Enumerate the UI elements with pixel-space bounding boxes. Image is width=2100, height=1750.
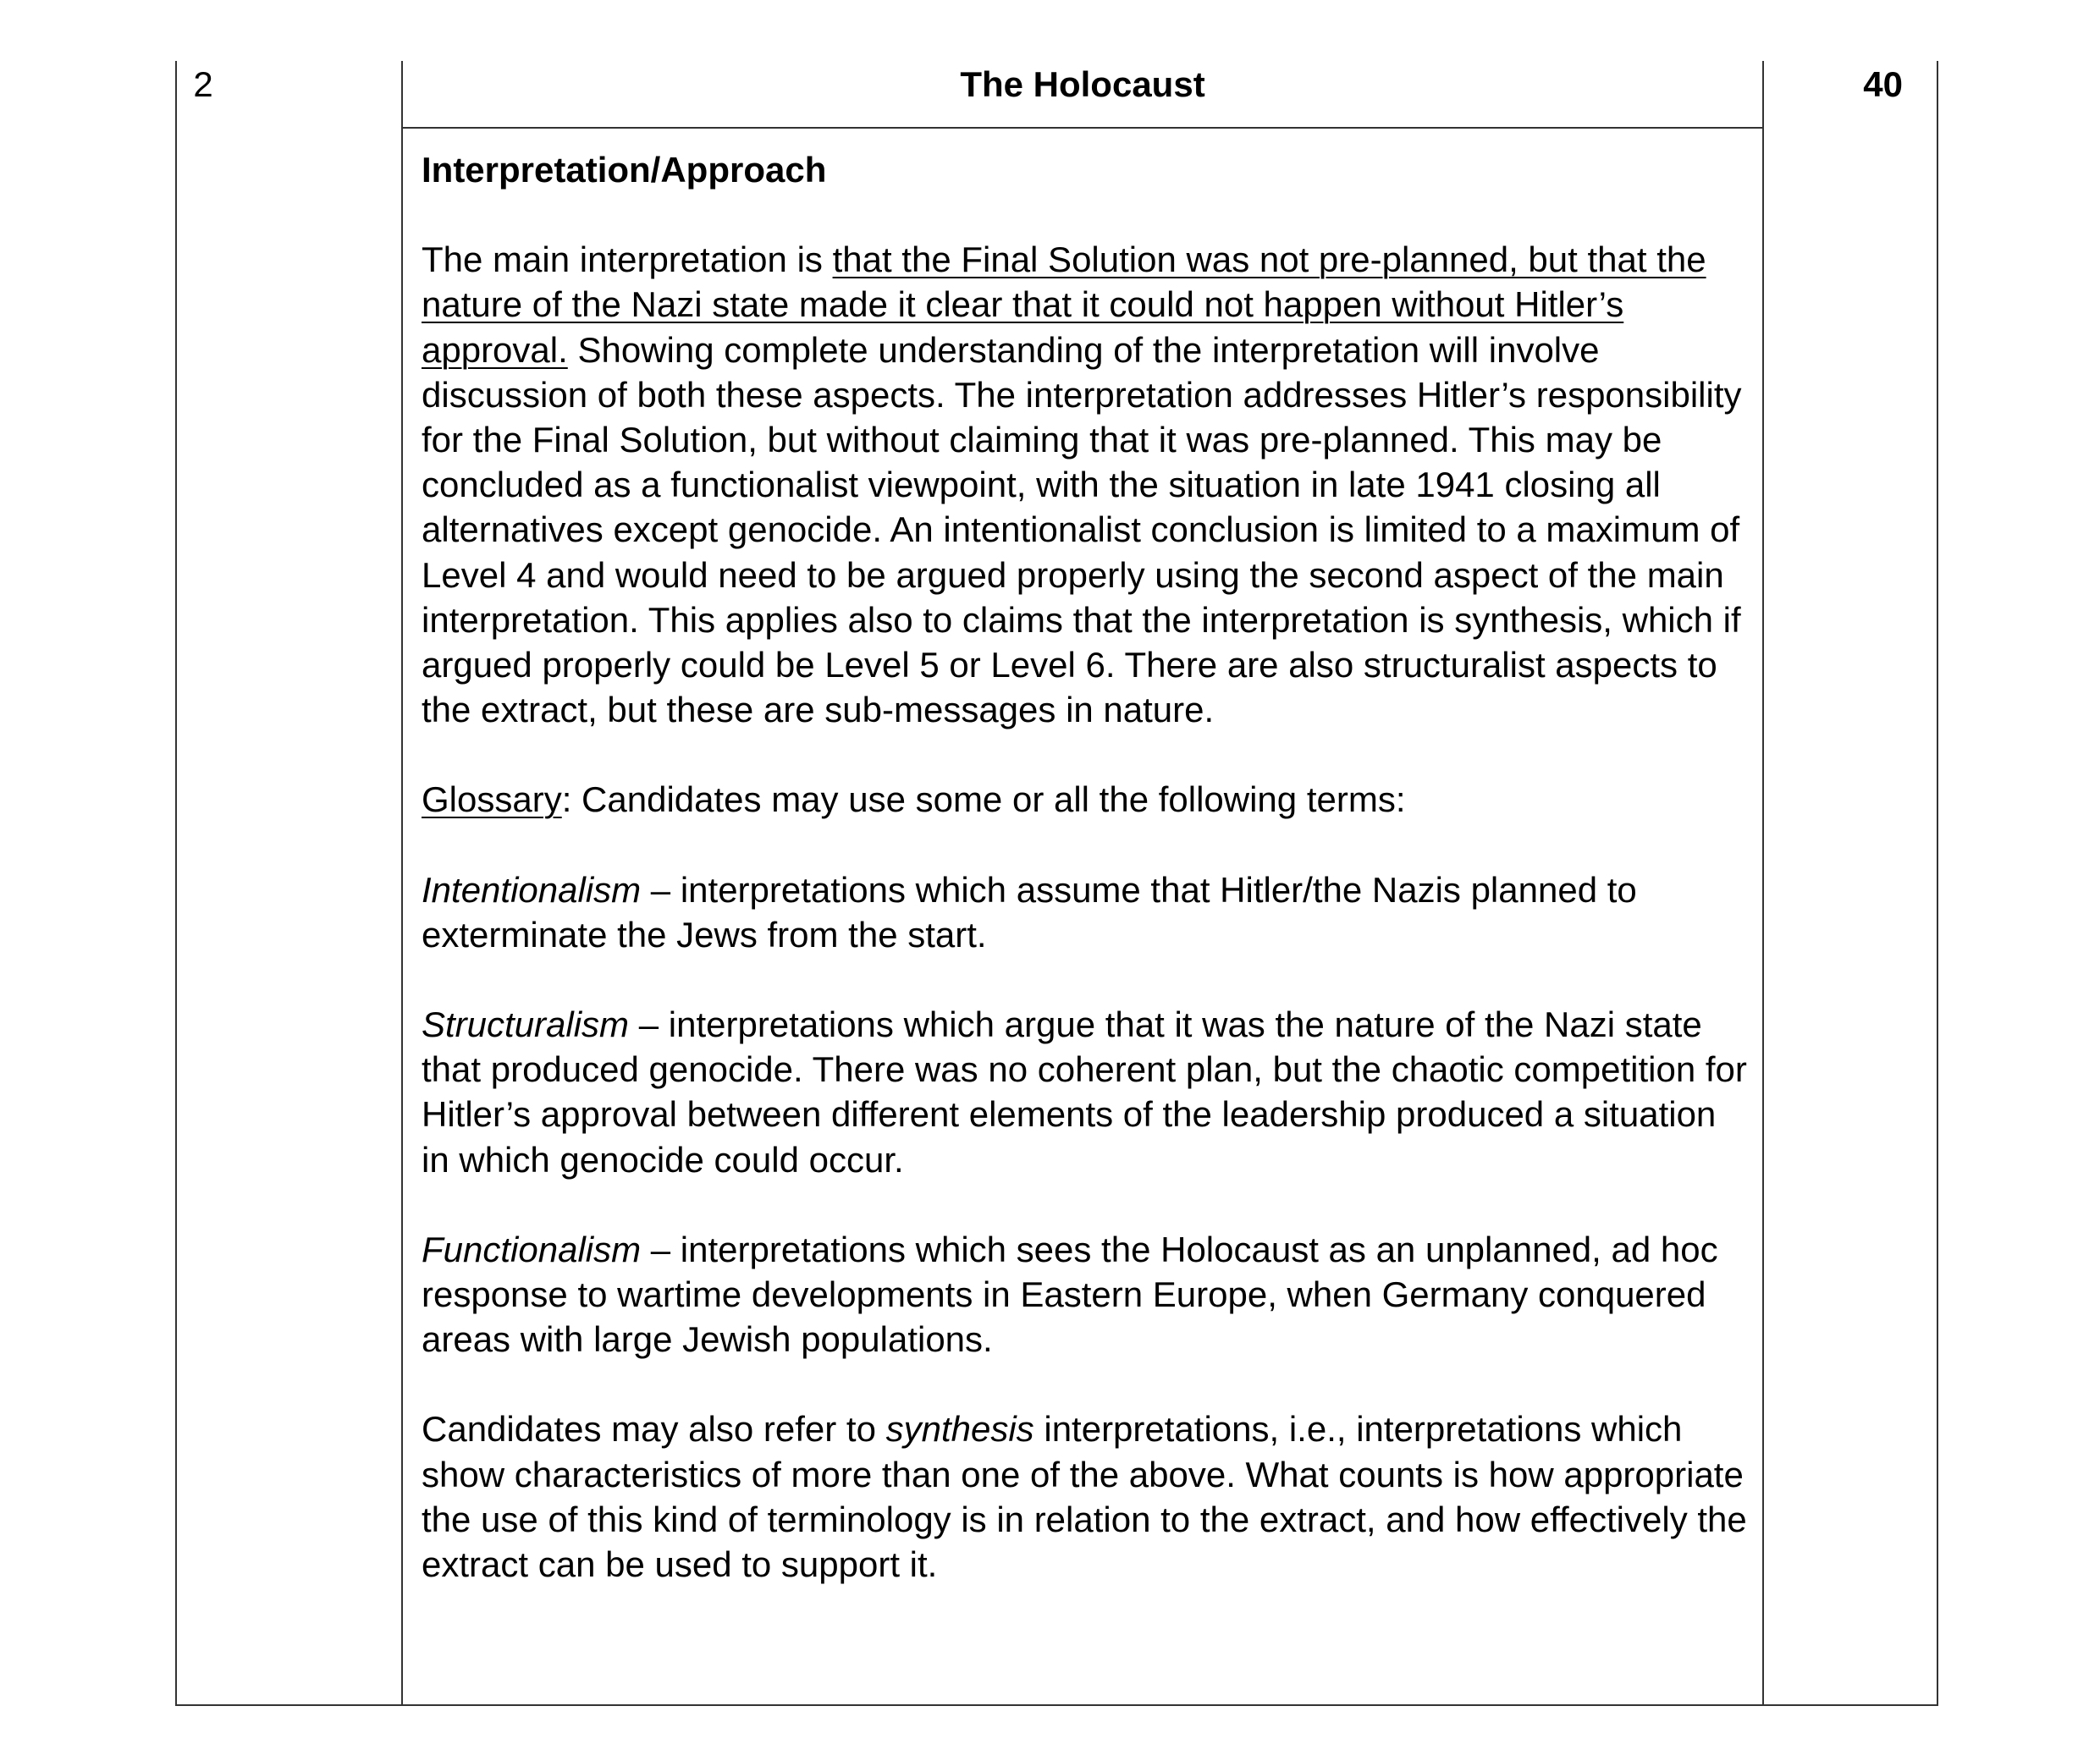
term-name: Structuralism [422, 1004, 630, 1045]
question-title: The Holocaust [960, 64, 1205, 104]
interpretation-rest: Showing complete understanding of the interpretation will involve discussion of both these aspects. The interpretation addresses Hitler’s responsibility for the Final Solution, but without claiming that it was pre-planned. This may be concluded as a functionalist viewpoint, with the situation in late 1941 closing all alternatives except genocide. An intentionalist conclusion is limited to a maximum of Level 4 and would need to be argued properly using the second aspect of the main interpretation. This applies also to claims that the interpretation is synthesis, which if argued properly could be Level 5 or Level 6. There are also structuralist aspects to the extract, but these are sub-messages in nature. [422, 329, 1742, 730]
term-structuralism [422, 1002, 1750, 1182]
table-divider-question [401, 61, 403, 1706]
synthesis-paragraph [422, 1406, 1750, 1587]
term-intentionalism [422, 867, 1750, 957]
synthesis-before: Candidates may also refer to [422, 1409, 886, 1450]
glossary-text: : Candidates may use some or all the following terms: [561, 779, 1406, 820]
interpretation-paragraph [422, 237, 1750, 732]
term-definition: – interpretations which argue that it was the nature of the Nazi state that produced genocide. There was no coherent plan, but the chaotic competition for Hitler’s approval between different elements of the leadership produced a situation in which genocide could occur. [422, 1004, 1747, 1180]
glossary-label: Glossary [422, 779, 562, 820]
title-underline [401, 127, 1764, 129]
synthesis-term: synthesis [885, 1409, 1034, 1450]
marks-value: 40 [1863, 64, 1903, 104]
section-heading: Interpretation/Approach [422, 150, 827, 190]
mark-scheme-content [422, 147, 1750, 1587]
term-name: Intentionalism [422, 869, 642, 910]
table-border-left [175, 61, 177, 1706]
term-definition: – interpretations which sees the Holocaust as an unplanned, ad hoc response to wartime developments in Eastern Europe, when Germany conquered areas with large Jewish populations. [422, 1229, 1718, 1360]
question-number: 2 [193, 64, 213, 104]
glossary-paragraph [422, 777, 1750, 822]
term-definition: – interpretations which assume that Hitler/the Nazis planned to exterminate the Jews from the start. [422, 869, 1637, 955]
table-border-bottom [175, 1704, 1938, 1706]
term-name: Functionalism [422, 1229, 642, 1269]
term-functionalism [422, 1227, 1750, 1362]
table-border-right [1937, 61, 1938, 1706]
table-divider-marks [1762, 61, 1764, 1706]
synthesis-after: interpretations, i.e., interpretations which show characteristics of more than one of the above. What counts is how appropriate the use of this kind of terminology is in relation to the extract, and how effectively the extract can be used to support it. [422, 1409, 1747, 1585]
interpretation-intro: The main interpretation is [422, 239, 833, 280]
interpretation-key-phrase: that the Final Solution was not pre-planned, but that the nature of the Nazi state made it clear that it could not happen without Hitler’s approval. [422, 239, 1706, 370]
